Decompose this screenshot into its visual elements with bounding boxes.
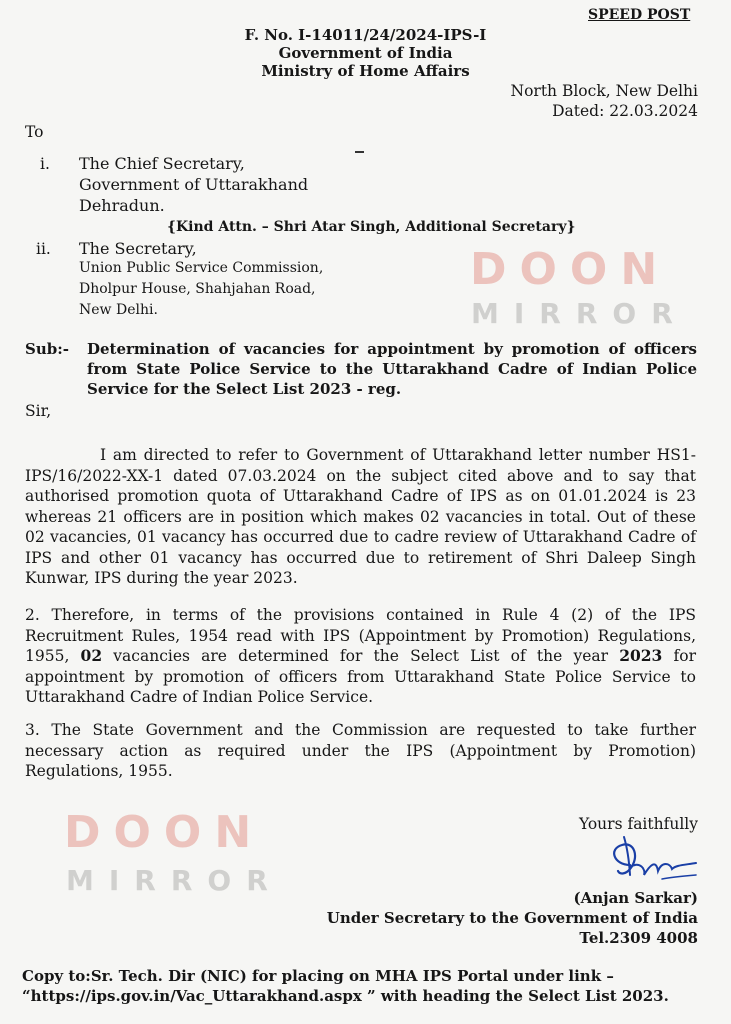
addressee-number: i. bbox=[40, 155, 50, 173]
signatory-telephone: Tel.2309 4008 bbox=[579, 929, 698, 947]
yours-faithfully: Yours faithfully bbox=[578, 815, 698, 833]
addressee-line: Dholpur House, Shahjahan Road, bbox=[79, 281, 316, 297]
subject-label: Sub:- bbox=[25, 340, 69, 358]
addressee-line: Government of Uttarakhand bbox=[79, 175, 309, 194]
copy-to-link-line: “https://ips.gov.in/Vac_Uttarakhand.aspx ” with heading the Select List 2023. bbox=[22, 987, 669, 1005]
vacancy-count: 02 bbox=[80, 646, 103, 665]
paragraph-1: I am directed to refer to Government of Uttarakhand letter number HS1-IPS/16/2022-XX-1 dated 07.03.2024 on the subject cited above and to say that authorised promotion quota of Uttarakhand Cadre of IPS as on 01.01.2024 is 23 whereas 21 officers are in position which makes 02 vacancies in total. Out of these 02 vacancies, 01 vacancy has occurred due to cadre review of Uttarakhand Cadre of IPS and other 01 vacancy has occurred due to retirement of Shri Daleep Singh Kunwar, IPS during the year 2023. bbox=[25, 446, 696, 587]
select-list-year: 2023 bbox=[619, 646, 663, 665]
dash-mark bbox=[355, 151, 364, 153]
salutation: Sir, bbox=[25, 402, 52, 420]
watermark-mirror: MIRROR bbox=[66, 864, 283, 897]
copy-to-line: Copy to:Sr. Tech. Dir (NIC) for placing on MHA IPS Portal under link – bbox=[22, 967, 614, 985]
addressee-line: The Chief Secretary, bbox=[79, 154, 245, 173]
addressee-number: ii. bbox=[36, 240, 51, 258]
watermark-doon: DOON bbox=[470, 244, 671, 295]
speed-post-label: SPEED POST bbox=[588, 7, 691, 23]
addressee-line: Dehradun. bbox=[79, 196, 165, 215]
ministry-heading: Ministry of Home Affairs bbox=[261, 62, 470, 80]
signatory-designation: Under Secretary to the Government of India bbox=[326, 909, 698, 927]
paragraph-3: 3. The State Government and the Commission are requested to take further necessary action as required under the IPS (Appointment by Promotion) Regulations, 1955. bbox=[25, 721, 696, 780]
paragraph-2-text: 2. Therefore, in terms of the provisions contained in Rule 4 (2) of the IPS Recruitment Rules, 1954 read with IPS (Appointment by Promotion) Regulations, 1955, bbox=[25, 606, 696, 665]
place: North Block, New Delhi bbox=[510, 82, 698, 100]
addressee-line: The Secretary, bbox=[79, 239, 197, 258]
signatory-name: (Anjan Sarkar) bbox=[573, 889, 698, 907]
to-label: To bbox=[25, 123, 44, 141]
file-number: F. No. I-14011/24/2024-IPS-I bbox=[244, 26, 487, 44]
kind-attention: {Kind Attn. – Shri Atar Singh, Additional Secretary} bbox=[167, 219, 576, 235]
addressee-line: New Delhi. bbox=[79, 302, 158, 318]
date: Dated: 22.03.2024 bbox=[552, 102, 698, 120]
addressee-line: Union Public Service Commission, bbox=[79, 260, 324, 276]
paragraph-2-text: for appointment by promotion of officers from Uttarakhand State Police Service to Uttarakhand Cadre of Indian Police Service. bbox=[25, 647, 696, 706]
subject-text: Determination of vacancies for appointment by promotion of officers from State Police Service to the Uttarakhand Cadre of Indian Police Service for the Select List 2023 - reg. bbox=[87, 340, 697, 398]
paragraph-2-text: vacancies are determined for the Select List of the year bbox=[113, 647, 609, 665]
signature-image bbox=[600, 835, 700, 887]
paragraph-2 bbox=[25, 605, 696, 708]
government-heading: Government of India bbox=[278, 44, 453, 62]
watermark-mirror: MIRROR bbox=[471, 297, 688, 330]
watermark-doon: DOON bbox=[64, 807, 265, 858]
